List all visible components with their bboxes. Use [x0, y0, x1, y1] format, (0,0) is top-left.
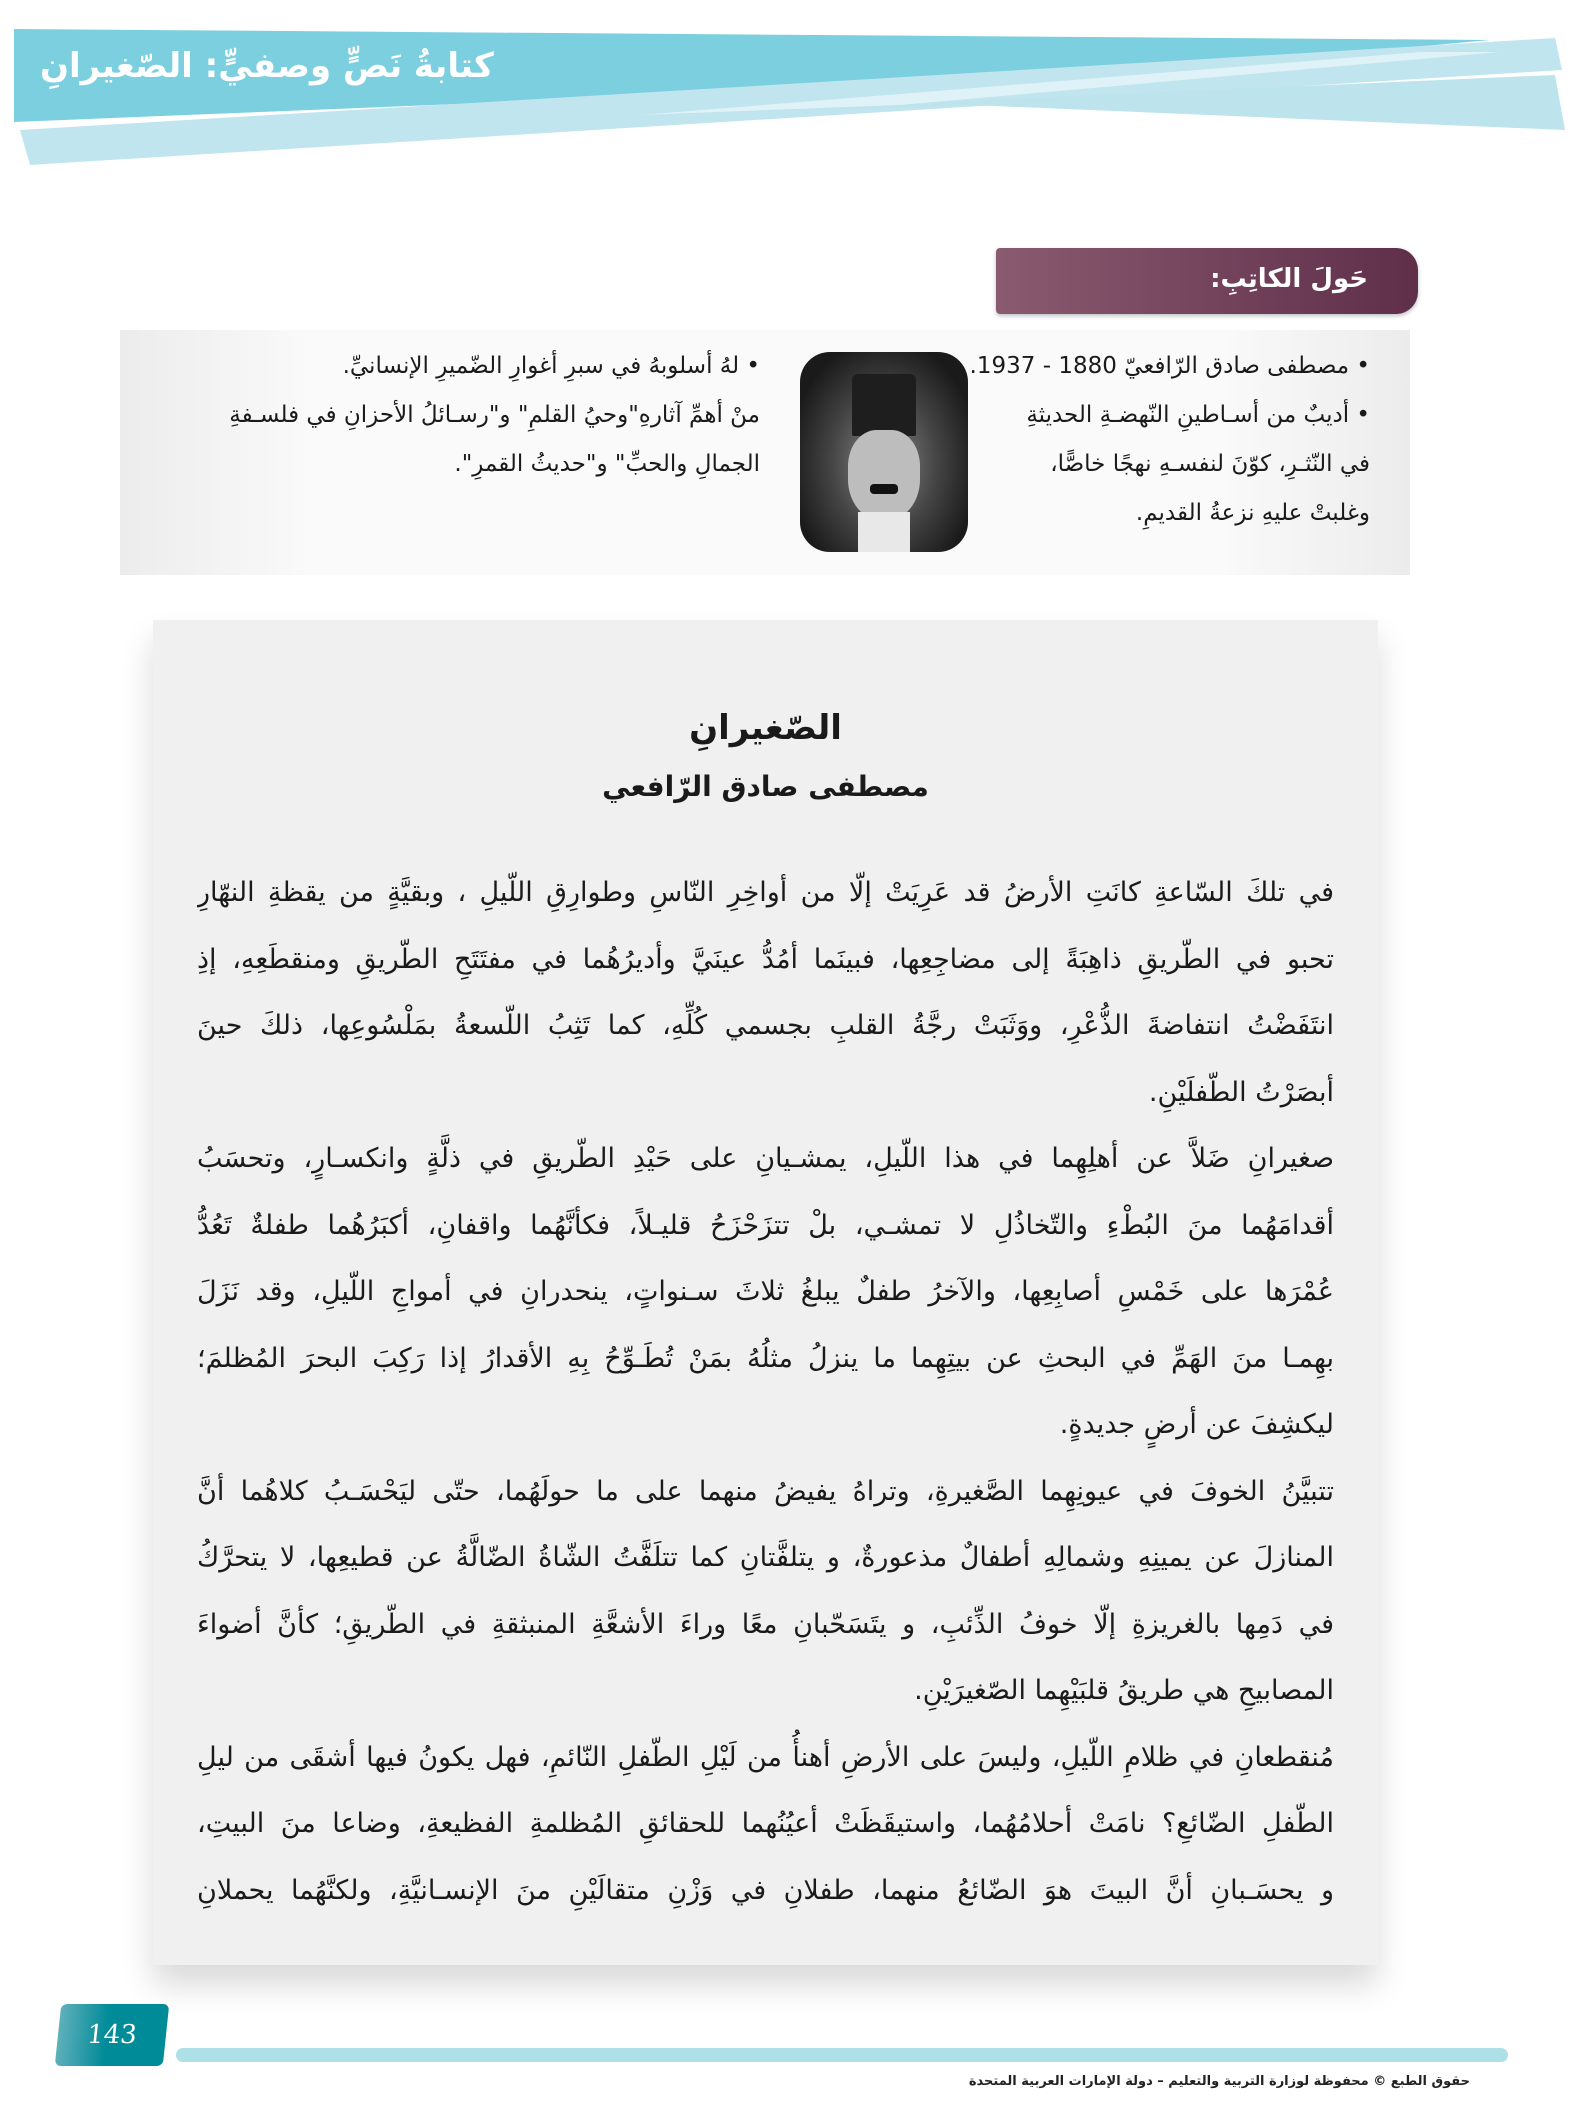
author-fact: الجمالِ والحبِّ" و"حديثُ القمرِ". — [454, 451, 760, 477]
story-line: أبصَرْتُ الطّفلَيْنِ. — [1148, 1076, 1334, 1108]
page-title: كتابةُ نَصٍّ وصفيٍّ: الصّغيرانِ — [40, 46, 494, 86]
author-fact: • لهُ أسلوبهُ في سبرِ أغوارِ الضّميرِ الإنسانيِّ. — [342, 353, 760, 379]
story-line: أقدامَهُما منَ البُطْءِ والتّخاذُلِ لا تمشـي، بلْ تتزَحْزَحُ قليـلاً، فكأنَّهُما واقفانِ، أكبَرُهُما طفلةٌ تَعُدُّ — [197, 1209, 1334, 1241]
header-banner — [0, 0, 1575, 200]
author-fact: منْ أهمِّ آثارهِ"وحيُ القلمِ" و"رسـائلُ الأحزانِ في فلسـفةِ — [229, 402, 760, 428]
story-line: الطّفلِ الضّائعِ؟ نامَتْ أحلامُهُما، واستيقَظَتْ أعيُنُهما للحقائقِ المُظلمةِ الفظيعةِ، وضاعا منَ البيتِ، — [197, 1808, 1334, 1839]
footer-bar — [176, 2048, 1508, 2062]
story-line: انتَفَضْتُ انتفاضةَ الذُّعْرِ، ووَثَبَتْ رجَّةُ القلبِ بجسمي كُلِّهِ، كما تَثِبُ اللّسعةُ بمَلْسُوعِها، ذلكَ حينَ — [197, 1010, 1334, 1041]
page-number: 143 — [55, 2004, 170, 2066]
portrait-moustache — [870, 484, 898, 494]
story-line: تحبو في الطّريقِ ذاهِبَةً إلى مضاجِعِها، فبينَما أمُدُّ عينَيَّ وأديرُهُما في مفتَتَحِ الطّريقِ ومنقطَعِهِ، إذِ — [197, 943, 1334, 975]
author-fact: في النّثـرِ، كوّنَ لنفسـهِ نهجًا خاصًّا، — [1050, 451, 1370, 477]
portrait-face — [848, 430, 920, 520]
author-fact: وغلبتْ عليهِ نزعةُ القديمِ. — [1135, 500, 1370, 526]
author-fact: • مصطفى صادق الرّافعيّ 1880 - 1937. — [969, 353, 1370, 379]
author-portrait — [800, 352, 968, 552]
story-text — [197, 860, 1334, 1924]
story-line: عُمْرَها على خَمْسِ أصابِعِها، والآخرُ طفلٌ يبلغُ ثلاثَ سـنواتٍ، ينحدرانِ في أمواجِ اللّيلِ، وقد نَزَلَ — [197, 1276, 1334, 1307]
story-line: ليكشِفَ عن أرضٍ جديدةٍ. — [1059, 1409, 1334, 1440]
portrait-collar — [858, 512, 910, 552]
about-author-heading — [996, 248, 1418, 314]
author-facts-left — [160, 342, 760, 489]
portrait-fez — [852, 374, 916, 436]
author-facts-right — [970, 342, 1370, 538]
story-line: المصابيحِ هي طريقُ قلبَيْهِما الصّغيرَيْنِ. — [914, 1675, 1334, 1706]
story-author: مصطفى صادق الرّافعي — [602, 770, 929, 803]
story-line: المنازلَ عن يمينِهِ وشمالِهِ أطفالٌ مذعورةٌ، و يتلفَّتانِ كما تتلَفَّتُ الشّاةُ الضّالَّةُ عن قطيعِها، لا يتحرَّكُ — [197, 1542, 1334, 1573]
story-line: في دَمِها بالغريزةِ إلّا خوفُ الذِّئبِ، و يتَسَحّبانِ معًا وراءَ الأشعَّةِ المنبثقةِ في الطّريقِ؛ كأنَّ أضواءَ — [197, 1608, 1334, 1640]
story-title: الصّغيرانِ — [689, 708, 842, 748]
story-panel — [153, 620, 1378, 1965]
author-info-box — [120, 330, 1410, 575]
author-fact: • أديبٌ من أسـاطينِ النّهضـةِ الحديثةِ — [1026, 402, 1370, 428]
story-line: في تلكَ السّاعةِ كانَتِ الأرضُ قد عَرِيَتْ إلّا من أواخِرِ النّاسِ وطوارِقِ اللّيلِ ، وبقيَّةٍ من يقظةِ النهّارِ — [197, 877, 1334, 908]
story-line: بهِمـا منَ الهَمِّ في البحثِ عن بيتِهِما ما ينزلُ مثلُهُ بمَنْ تُطَـوِّحُ بِهِ الأقدارُ إذا رَكِبَ البحرَ المُظلمَ؛ — [197, 1342, 1334, 1374]
story-line: مُنقطعانِ في ظلامِ اللّيلِ، وليسَ على الأرضِ أهنأُ من لَيْلِ الطّفلِ النّائمِ، فهل يكونُ فيها أشقَى من ليلِ — [197, 1741, 1334, 1773]
story-line: و يحسَـبانِ أنَّ البيتَ هوَ الضّائعُ منهما، طفلانِ في وَزْنِ متقالَيْنِ منَ الإنسـانيَّةِ، ولكنَّهُما يحملانِ — [197, 1874, 1334, 1906]
story-line: صغيرانِ ضَلاَّ عن أهلِهِما في هذا اللّيلِ، يمشـيانِ على حَيْدِ الطّريقِ في ذلَّةٍ وانكسـارٍ، وتحسَبُ — [197, 1143, 1334, 1174]
about-author-label: حَولَ الكاتِبِ: — [1210, 264, 1368, 294]
copyright-notice: حقوق الطبع © محفوظة لوزارة التربية والتعليم – دولة الإمارات العربية المتحدة — [968, 2074, 1470, 2089]
story-line: تتبيَّنُ الخوفَ في عيونِهِما الصَّغيرةِ، وتراهُ يفيضُ منهما على ما حولَهُما، حتّى ليَحْسَـبُ كلاهُما أنَّ — [197, 1475, 1334, 1507]
